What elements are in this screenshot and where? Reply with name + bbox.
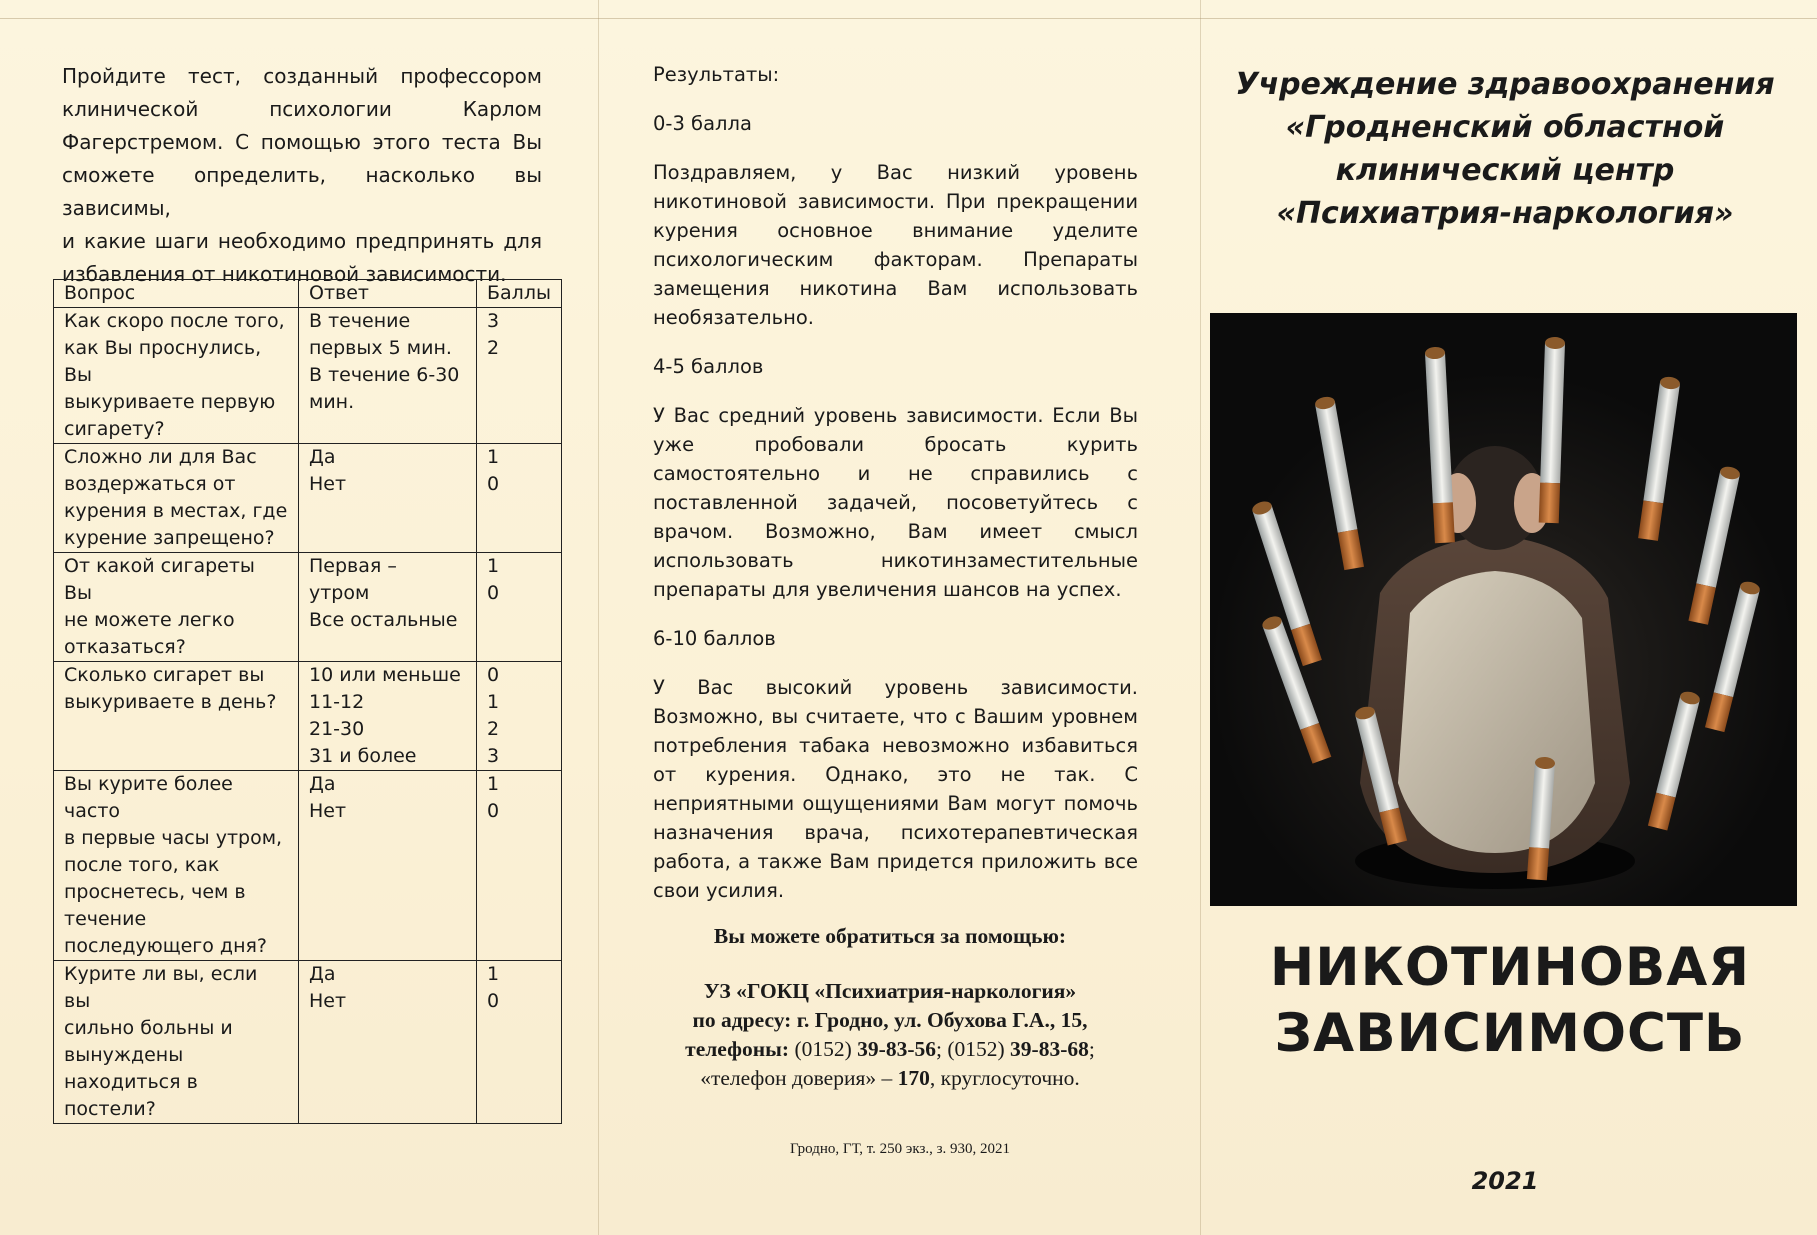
question-line: после того, как [64, 854, 220, 876]
question-line: не можете легко [64, 609, 235, 631]
result-text-medium: У Вас средний уровень зависимости. Если Вы уже пробовали бросать курить самостоятельно и не справились с поставленной задачей, посоветуйтесь с врачом. Возможно, Вам имеет смысл использовать никотинзаместительные препараты для увеличения шансов на успех. [653, 404, 1138, 601]
question-line: Курите ли вы, если вы [64, 963, 258, 1012]
table-row [54, 771, 562, 961]
top-fold-line [0, 18, 1817, 19]
fold-line-left [598, 0, 599, 1235]
answer-line: Да [309, 773, 336, 795]
question-line: проснетесь, чем в [64, 881, 246, 903]
points-value: 0 [487, 473, 500, 495]
question-line: Вы курите более часто [64, 773, 233, 822]
question-line: сильно больны и [64, 1017, 233, 1039]
org-name: УЗ «ГОКЦ «Психиатрия-наркология» [703, 979, 1077, 1003]
table-row [54, 553, 562, 662]
answer-line: В течение [309, 310, 411, 332]
question-line: находиться в постели? [64, 1071, 198, 1120]
points-value: 1 [487, 963, 500, 985]
intro-line: и какие шаги необходимо предпринять для [62, 229, 542, 253]
question-line: в первые часы утром, [64, 827, 283, 849]
institution-line: Учреждение здравоохранения [1235, 67, 1775, 102]
question-cell [54, 961, 299, 1124]
points-value: 0 [487, 990, 500, 1012]
question-line: отказаться? [64, 636, 186, 658]
answer-line: Да [309, 446, 336, 468]
points-cell [477, 771, 562, 961]
table-row [54, 444, 562, 553]
points-value: 1 [487, 773, 500, 795]
points-value: 2 [487, 718, 500, 740]
points-value: 1 [487, 555, 500, 577]
publication-year: 2021 [1471, 1167, 1539, 1195]
contact-header: Вы можете обратиться за помощью: [713, 924, 1067, 948]
column-header-question: Вопрос [54, 280, 299, 308]
intro-line: сможете определить, насколько вы зависимы, [62, 163, 542, 220]
question-line: курения в местах, где [64, 500, 288, 522]
answer-line: 11-12 [309, 691, 365, 713]
question-line: выкуриваете первую [64, 391, 276, 413]
contact-block [620, 922, 1160, 1093]
intro-line: Пройдите тест, созданный профессором [62, 64, 542, 88]
points-cell [477, 961, 562, 1124]
answer-line: мин. [309, 391, 355, 413]
answer-cell [299, 662, 477, 771]
question-line: Сколько сигарет вы [64, 664, 265, 686]
phones-label: телефоны: [685, 1037, 790, 1061]
cover-photo [1210, 313, 1797, 906]
result-text-high: У Вас высокий уровень зависимости. Возможно, вы считаете, что с Вашим уровнем потребления табака невозможно избавиться от курения. Однако, это не так. С неприятными ощущениями Вам могут помочь назначения врача, психотерапевтическая работа, а также Вам придется приложить все свои усилия. [653, 676, 1138, 902]
address-text: по адресу: г. Гродно, ул. Обухова Г.А., 15, [692, 1008, 1088, 1032]
question-line: как Вы проснулись, Вы [64, 337, 262, 386]
answer-line: В течение 6-30 [309, 364, 460, 386]
points-value: 1 [487, 691, 500, 713]
column-header-answer: Ответ [299, 280, 477, 308]
hotline-suffix: , круглосуточно. [929, 1066, 1080, 1090]
result-heading-high: 6-10 баллов [653, 627, 776, 650]
answer-cell [299, 771, 477, 961]
title-line: ЗАВИСИМОСТЬ [1274, 1003, 1746, 1064]
contact-phones: телефоны: (0152) 39-83-56; (0152) 39-83-68; [685, 1037, 1095, 1061]
answer-line: Первая – [309, 555, 397, 577]
answer-line: Нет [309, 473, 347, 495]
man-surrounded-by-cigarettes-illustration [1210, 313, 1797, 906]
points-value: 0 [487, 582, 500, 604]
answer-line: Все остальные [309, 609, 458, 631]
points-cell [477, 444, 562, 553]
points-value: 1 [487, 446, 500, 468]
institution-name [1225, 63, 1785, 235]
points-value: 0 [487, 800, 500, 822]
question-line: вынуждены [64, 1044, 184, 1066]
contact-hotline [620, 1064, 1160, 1093]
question-line: сигарету? [64, 418, 165, 440]
brochure-title [1210, 935, 1810, 1067]
institution-line: «Гродненский областной [1285, 110, 1725, 145]
hotline-number: 170 [897, 1066, 930, 1090]
intro-line: клинической психологии Карлом [62, 97, 542, 121]
institution-line: клинический центр [1335, 153, 1675, 188]
question-line: выкуриваете в день? [64, 691, 277, 713]
points-cell [477, 662, 562, 771]
question-line: течение [64, 908, 147, 930]
answer-cell [299, 308, 477, 444]
contact-address [620, 1006, 1160, 1035]
result-heading-low: 0-3 балла [653, 112, 752, 135]
title-line: НИКОТИНОВАЯ [1269, 937, 1751, 998]
answer-line: Нет [309, 990, 347, 1012]
results-section [653, 60, 1138, 925]
table-row [54, 308, 562, 444]
question-cell [54, 553, 299, 662]
answer-cell [299, 961, 477, 1124]
answer-line: Да [309, 963, 336, 985]
fagerstrom-test-table [53, 279, 562, 1124]
answer-line: первых 5 мин. [309, 337, 452, 359]
question-line: Как скоро после того, [64, 310, 285, 332]
answer-line: 31 и более [309, 745, 417, 767]
result-text-low: Поздравляем, у Вас низкий уровень никотиновой зависимости. При прекращении курения основное внимание уделите психологическим факторам. Препараты замещения никотина Вам использовать необязательно. [653, 161, 1138, 329]
question-line: От какой сигареты Вы [64, 555, 255, 604]
points-value: 2 [487, 337, 500, 359]
result-heading-medium: 4-5 баллов [653, 355, 764, 378]
print-imprint: Гродно, ГТ, т. 250 экз., з. 930, 2021 [789, 1141, 1011, 1157]
question-cell [54, 308, 299, 444]
question-line: воздержаться от [64, 473, 236, 495]
points-value: 0 [487, 664, 500, 686]
points-value: 3 [487, 745, 500, 767]
question-cell [54, 662, 299, 771]
hotline-label: «телефон доверия» – [700, 1066, 893, 1090]
answer-line: Нет [309, 800, 347, 822]
points-value: 3 [487, 310, 500, 332]
intro-line: Фагерстремом. С помощью этого теста Вы [62, 130, 542, 154]
column-header-points: Баллы [477, 280, 562, 308]
points-cell [477, 553, 562, 662]
points-cell [477, 308, 562, 444]
fold-line-right [1200, 0, 1201, 1235]
results-title: Результаты: [653, 63, 780, 86]
intro-text [62, 60, 542, 291]
institution-line: «Психиатрия-наркология» [1276, 196, 1734, 231]
phone-code: (0152) [947, 1037, 1005, 1061]
table-row [54, 662, 562, 771]
phone-code: (0152) [794, 1037, 852, 1061]
answer-cell [299, 553, 477, 662]
question-line: курение запрещено? [64, 527, 275, 549]
answer-cell [299, 444, 477, 553]
table-row [54, 961, 562, 1124]
phone-number: 39-83-56 [857, 1037, 936, 1061]
question-cell [54, 444, 299, 553]
question-line: последующего дня? [64, 935, 268, 957]
phone-number: 39-83-68 [1010, 1037, 1089, 1061]
intro-line: избавления от никотиновой зависимости. [62, 262, 507, 286]
table-header-row [54, 280, 562, 308]
contact-org [620, 977, 1160, 1006]
question-cell [54, 771, 299, 961]
answer-line: 21-30 [309, 718, 365, 740]
question-line: Сложно ли для Вас [64, 446, 257, 468]
answer-line: 10 или меньше [309, 664, 461, 686]
answer-line: утром [309, 582, 370, 604]
